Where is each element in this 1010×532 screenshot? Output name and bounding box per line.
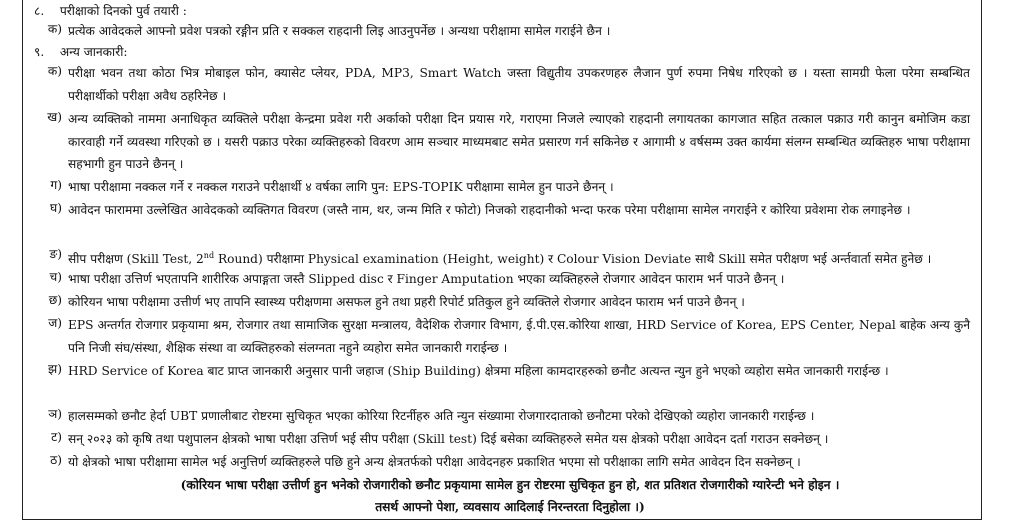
item-text: परीक्षा भवन तथा कोठा भित्र मोबाइल फोन, क्यासेट प्लेयर, PDA, MP3, Smart Watch जस्ता विद्युतीय उपकरणहरु लैजान पुर्ण रुपमा निषेध गरिएको छ । यस्ता सामग्री फेला परेमा सम्बन्धित परीक्षार्थीको परीक्षा अवैध ठहरिनेछ ।	[68, 66, 970, 103]
section-8-item	[34, 20, 970, 43]
section-9-item-ga	[34, 176, 970, 199]
item-text: यो क्षेत्रको भाषा परीक्षामा सामेल भई अनुत्तिर्ण व्यक्तिहरुले पछि हुने अन्य क्षेत्रतर्फको परीक्षा आवेदनहरु प्रकाशित भएमा सो परीक्षाका लागि समेत आवेदन दिन सक्नेछन् ।	[68, 455, 801, 469]
item-text	[68, 245, 970, 271]
item-text: EPS अन्तर्गत रोजगार प्रकृयामा श्रम, रोजगार तथा सामाजिक सुरक्षा मन्त्रालय, वैदेशिक रोजगार विभाग, ई.पी.एस.कोरिया शाखा, HRD Service of Korea, EPS Center, Nepal बाहेक अन्य कुनै पनि निजी संघ/संस्था, शैक्षिक संस्था वा व्यक्तिहरुको संलग्नता नहुने व्यहोरा समेत जानकारी गराईन्छ ।	[68, 318, 970, 355]
section-9-item-nya	[34, 405, 970, 428]
section-8-title: परीक्षाको दिनको पुर्व तयारी :	[59, 4, 187, 18]
item-marker: छ)	[48, 293, 62, 307]
section-9-item-chha	[34, 291, 970, 314]
section-9-item-kha	[34, 108, 970, 176]
item-text: कोरियन भाषा परीक्षामा उत्तीर्ण भए तापनि स्वास्थ्य परीक्षणमा असफल हुने तथा प्रहरी रिपोर्ट प्रतिकुल हुने व्यक्तिले रोजगार आवेदन फाराम भर्न पाउने छैनन् ।	[68, 295, 745, 309]
closing-note-line-2: तसर्थ आफ्नो पेशा, व्यवसाय आदिलाई निरन्तरता दिनुहोला ।)	[375, 500, 645, 514]
section-9-number: ९.	[34, 45, 45, 59]
item-marker: ञ)	[48, 407, 62, 421]
item-marker: ठ)	[50, 453, 62, 467]
item-text: आवेदन फाराममा उल्लेखित आवेदकको व्यक्तिगत विवरण (जस्तै नाम, थर, जन्म मिति र फोटो) निजको राहदानीको भन्दा फरक परेमा परीक्षामा सामेल नगराईने र कोरिया प्रवेशमा रोक लगाइनेछ ।	[68, 203, 911, 217]
item-marker: ट)	[51, 430, 62, 444]
item-marker: ख)	[47, 110, 62, 124]
section-9-item-cha	[34, 268, 970, 291]
item-text: भाषा परीक्षा उत्तिर्ण भएतापनि शारीरिक अपाङ्गता जस्तै Slipped disc र Finger Amputation भएका व्यक्तिहरुले रोजगार आवेदन फाराम भर्न पाउने छैनन् ।	[68, 272, 785, 286]
section-9-item-tha	[34, 451, 970, 474]
item-marker: ज)	[48, 316, 62, 330]
section-9-item-ja	[34, 314, 970, 359]
closing-note-line-1: (कोरियन भाषा परीक्षा उत्तीर्ण हुन भनेको रोजगारीको छनौट प्रकृयामा सामेल हुन रोष्टरमा सुचिकृत हुन हो, शत प्रतिशत रोजगारीको ग्यारेन्टी भने होइन ।	[180, 478, 840, 492]
item-text-part-b: Round) परीक्षामा Physical examination (Height, weight) र Colour Vision Deviate साथै Skill समेत परीक्षण भई अर्न्तवार्ता समेत हुनेछ ।	[214, 252, 932, 267]
section-9-item-jha	[34, 360, 970, 383]
item-text: भाषा परीक्षामा नक्कल गर्ने र नक्कल गराउने परीक्षार्थी ४ वर्षका लागि पुन: EPS-TOPIK परीक्षामा सामेल हुन पाउने छैनन् ।	[68, 180, 614, 194]
item-text: सन् २०२३ को कृषि तथा पशुपालन क्षेत्रको भाषा परीक्षा उत्तिर्ण भई सीप परीक्षा (Skill test) दिई बसेका व्यक्तिहरुले समेत यस क्षेत्रको परीक्षा आवेदन दर्ता गराउन सक्नेछन् ।	[68, 432, 829, 446]
item-text: प्रत्येक आवेदकले आफ्नो प्रवेश पत्रको रङ्गीन प्रति र सक्कल राहदानी लिइ आउनुपर्नेछ । अन्यथा परीक्षामा सामेल गराईने छैन ।	[68, 24, 611, 38]
item-text-part-a: सीप परीक्षण (Skill Test, 2	[68, 252, 204, 267]
item-marker: झ)	[48, 362, 62, 376]
item-marker: क)	[47, 22, 62, 36]
item-marker: ङ)	[49, 247, 62, 261]
item-marker: क)	[47, 64, 62, 78]
item-text: HRD Service of Korea बाट प्राप्त जानकारी अनुसार पानी जहाज (Ship Building) क्षेत्रमा महिला कामदारहरुको छनौट अत्यन्त न्युन हुने भएको व्यहोरा समेत जानकारी गराईन्छ ।	[68, 364, 889, 378]
section-8-heading	[34, 2, 187, 19]
superscript: nd	[203, 251, 215, 260]
item-text: अन्य व्यक्तिको नाममा अनाधिकृत व्यक्तिले परीक्षा केन्द्रमा प्रवेश गरी अर्काको परीक्षा दिन प्रयास गरे, गराएमा निजले ल्याएको राहदानी लगायतका कागजात सहित तत्काल पक्राउ गरी कानुन बमोजिम कडा कारवाही गर्ने व्यवस्था गरिएको छ । यसरी पक्राउ परेका व्यक्तिहरुको विवरण आम सञ्चार माध्यमबाट समेत प्रसारण गर्न सकिनेछ र आगामी ४ वर्षसम्म उक्त कार्यमा संलग्न सम्बन्धित व्यक्तिहरु भाषा परीक्षामा सहभागी हुन पाउने छैनन् ।	[68, 112, 970, 171]
section-8-number: ८.	[34, 4, 45, 18]
item-marker: घ)	[50, 201, 62, 215]
section-9-item-ka	[34, 62, 970, 107]
section-9-heading	[34, 43, 127, 60]
section-9-title: अन्य जानकारी:	[59, 45, 128, 59]
item-text: हालसम्मको छनौट हेर्दा UBT प्रणालीबाट रोष्टरमा सुचिकृत भएका कोरिया रिटर्नीहरु अति न्युन संख्यामा रोजगारदाताको छनौटमा परेको देखिएको व्यहोरा जानकारी गराईन्छ ।	[68, 409, 815, 423]
item-marker: ग)	[50, 178, 62, 192]
closing-note	[60, 474, 960, 518]
section-9-item-gha	[34, 199, 970, 222]
section-9-item-ta	[34, 428, 970, 451]
section-9-item-nga	[34, 245, 970, 271]
item-marker: च)	[49, 270, 62, 284]
